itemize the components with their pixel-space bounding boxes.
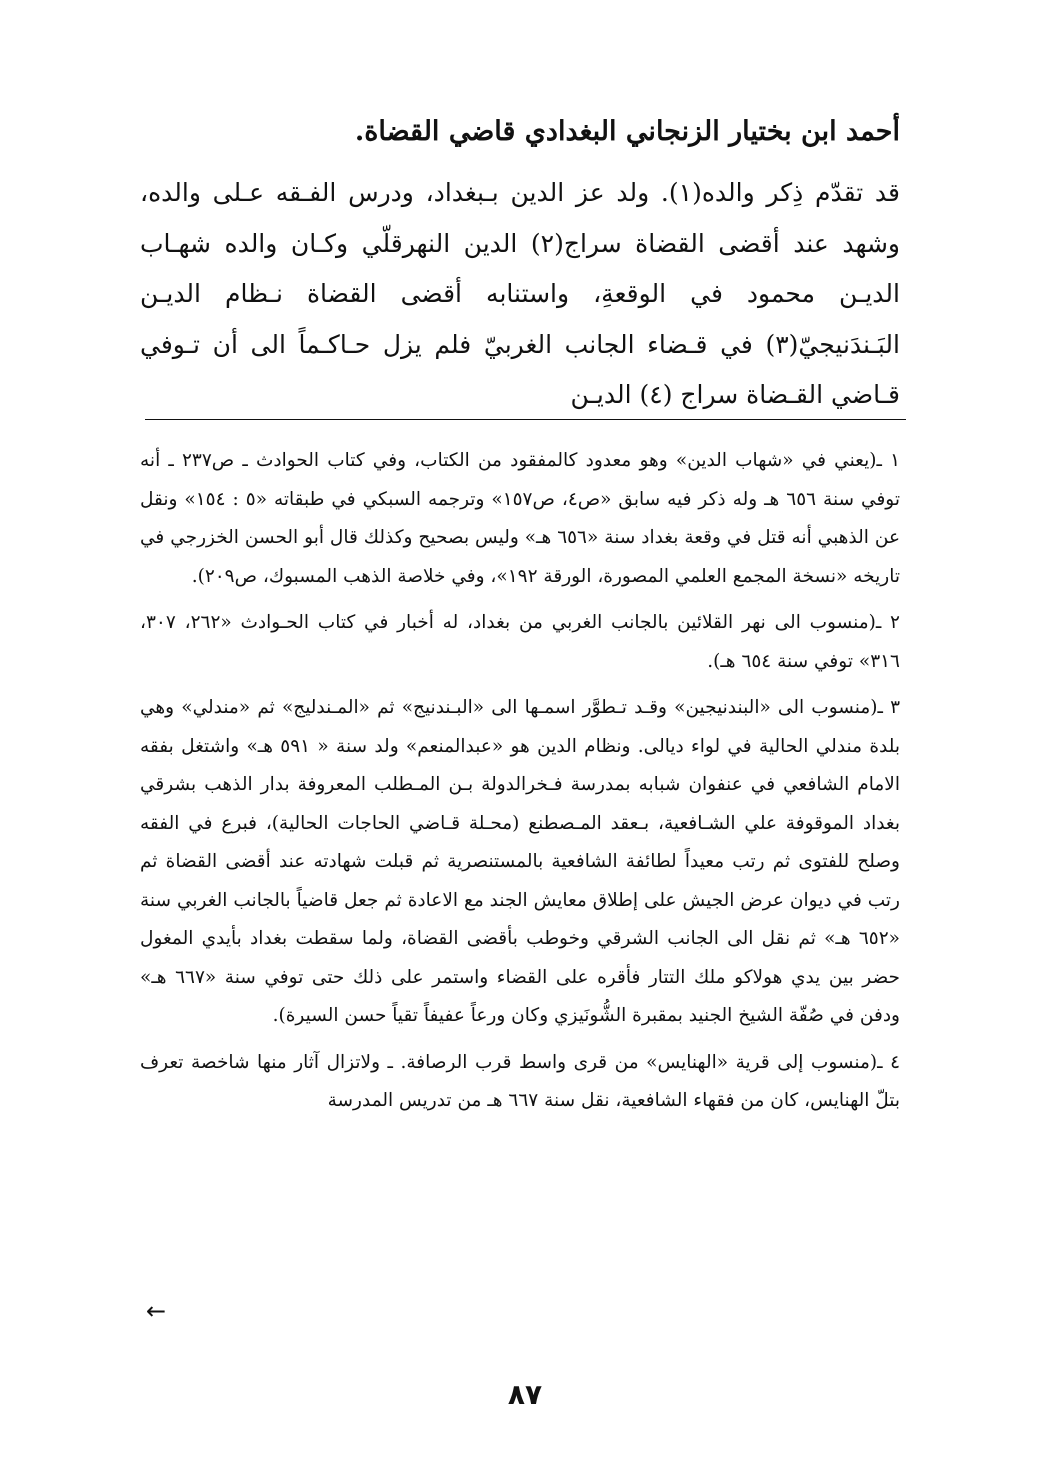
- footnote-divider: [145, 419, 906, 420]
- footnote-3: ٣ ـ(منسوب الى «البندنيجين» وقـد تـطوَّر اسمـها الى «البـندنيج» ثم «المـندليج» ثم «مندلي» وهي بلدة مندلي الحالية في لواء ديالى. ونظام الدين هو «عبدالمنعم» ولد سنة « ٥٩١ هـ» واشتغل بفقه الامام الشافعي في عنفوان شبابه بمدرسة فـخرالدولة بـن المـطلب المعروفة بدار الذهب بشرقي بغداد الموقوفة علي الشـافعية، بـعقد المـصطنع (محـلة قـاضي الحاجات الحالية)، فبرع في الفقه وصلح للفتوى ثم رتب معيداً لطائفة الشافعية بالمستنصرية ثم قبلت شهادته عند أقضى القضاة ثم رتب في ديوان عرض الجيش على إطلاق معايش الجند مع الاعادة ثم جعل قاضياً بالجانب الغربي سنة «٦٥٢ هـ» ثم نقل الى الجانب الشرقي وخوطب بأقضى القضاة، ولما سقطت بغداد بأيدي المغول حضر بين يدي هولاكو ملك التتار فأقره على القضاء واستمر على ذلك حتى توفي سنة «٦٦٧ هـ» ودفن في صُفّة الشيخ الجنيد بمقبرة الشُّونَيزي وكان ورعاً عفيفاً تقياً حسن السيرة).: [140, 697, 900, 1026]
- footnote-1: ١ ـ(يعني في «شهاب الدين» وهو معدود كالمفقود من الكتاب، وفي كتاب الحوادث ـ ص٢٣٧ ـ أنه توفي سنة ٦٥٦ هـ وله ذكر فيه سابق «ص٤، ص١٥٧» وترجمه السبكي في طبقاته «٥ : ١٥٤» ونقل عن الذهبي أنه قتل في وقعة بغداد سنة «٦٥٦ هـ» وليس بصحيح وكذلك قال أبو الحسن الخزرجي في تاريخه «نسخة المجمع العلمي المصورة، الورقة ١٩٢»، وفي خلاصة الذهب المسبوك، ص٢٠٩).: [140, 450, 900, 587]
- footnote-4: ٤ ـ(منسوب إلى قرية «الهنايس» من قرى واسط قرب الرصافة. ـ ولاتزال آثار منها شاخصة تعرف بتلّ الهنايس، كان من فقهاء الشافعية، نقل سنة ٦٦٧ هـ من تدريس المدرسة: [140, 1051, 900, 1111]
- continuation-arrow-icon: ←: [146, 1297, 167, 1325]
- main-text: [140, 168, 900, 421]
- footnote-2: ٢ ـ(منسوب الى نهر القلائين بالجانب الغربي من بغداد، له أخبار في كتاب الحـوادث «٢٦٢، ٣٠٧، ٣١٦» توفي سنة ٦٥٤ هـ).: [140, 612, 900, 672]
- main-paragraph: قد تقدّم ذِكر والده(١). ولد عز الدين بـبغداد، ودرس الفـقه عـلى والده، وشهد عند أقضى القضاة سراج(٢) الدين النهرقلّي وكـان والده شهـاب الديـن محمود في الوقعةِ، واستنابه أقضى القضاة نـظام الديـن البَـندَنيجيّ(٣) في قـضاء الجانب الغربيّ فلم يزل حـاكـماً الى أن تـوفي قـاضي القـضاة سراج (٤) الديـن: [140, 178, 901, 409]
- page-number: ٨٧: [507, 1378, 543, 1411]
- footnotes-section: [140, 442, 900, 1129]
- biography-heading: أحمد ابن بختيار الزنجاني البغدادي قاضي القضاة.: [354, 116, 900, 147]
